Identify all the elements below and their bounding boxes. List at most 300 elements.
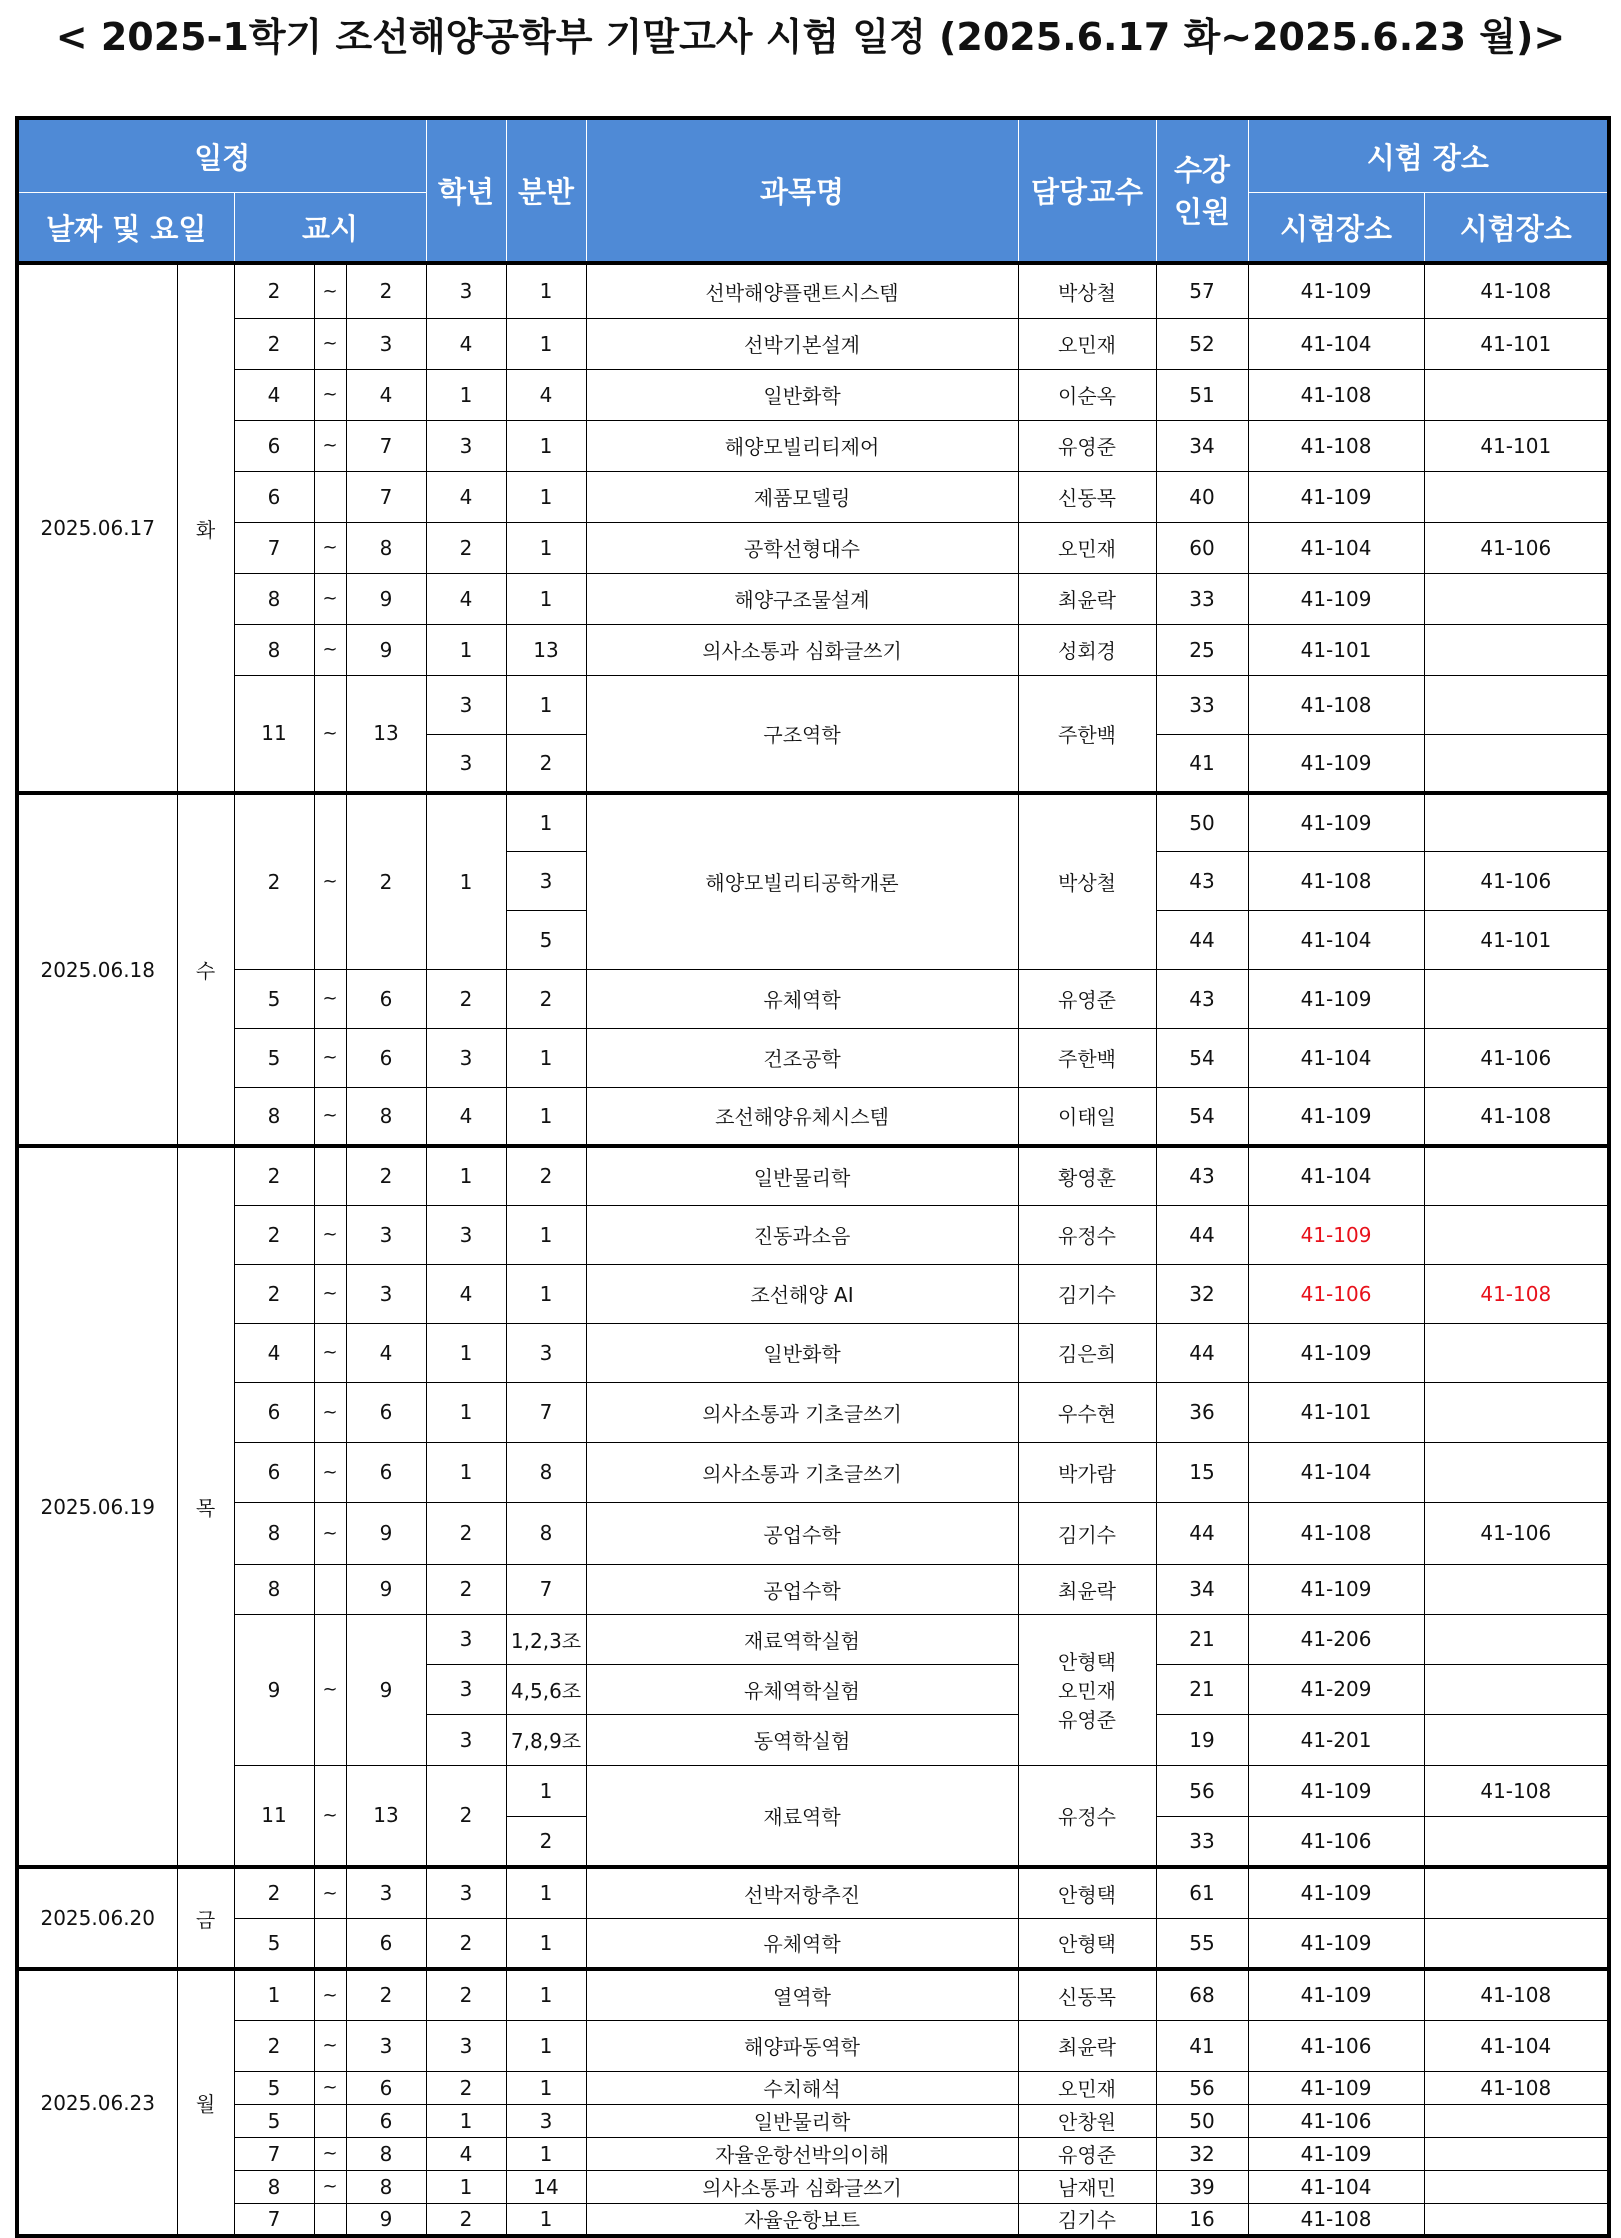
period-from: 7 <box>234 2137 314 2170</box>
grade-cell: 2 <box>426 1502 506 1564</box>
grade-cell: 1 <box>426 2170 506 2203</box>
section-cell: 1 <box>506 1205 586 1264</box>
section-cell: 1 <box>506 793 586 851</box>
grade-cell: 3 <box>426 1028 506 1087</box>
professor-cell: 황영훈 <box>1018 1146 1156 1205</box>
grade-cell: 2 <box>426 522 506 573</box>
header-professor: 담당교수 <box>1018 118 1156 263</box>
period-tilde <box>314 1564 346 1614</box>
section-cell: 7,8,9조 <box>506 1714 586 1765</box>
section-cell: 1 <box>506 1969 586 2020</box>
table-row <box>17 1867 1609 1918</box>
room1-cell: 41-109 <box>1248 1564 1424 1614</box>
room1-cell: 41-101 <box>1248 1382 1424 1442</box>
period-from: 8 <box>234 2170 314 2203</box>
grade-cell: 2 <box>426 1765 506 1867</box>
room2-cell: 41-108 <box>1424 1087 1609 1146</box>
period-to: 13 <box>346 1765 426 1867</box>
table-header <box>17 118 1609 263</box>
section-cell: 7 <box>506 1564 586 1614</box>
grade-cell: 4 <box>426 471 506 522</box>
section-cell: 1 <box>506 420 586 471</box>
room1-cell: 41-209 <box>1248 1664 1424 1714</box>
room2-cell: 41-108 <box>1424 1264 1609 1323</box>
room1-cell: 41-106 <box>1248 1264 1424 1323</box>
period-from: 2 <box>234 2020 314 2071</box>
course-cell: 유체역학 <box>586 969 1018 1028</box>
enrollment-cell: 57 <box>1156 263 1248 318</box>
enrollment-cell: 41 <box>1156 2020 1248 2071</box>
room1-cell: 41-108 <box>1248 369 1424 420</box>
enrollment-cell: 54 <box>1156 1087 1248 1146</box>
enrollment-cell: 44 <box>1156 1323 1248 1382</box>
table-row <box>17 624 1609 675</box>
enrollment-cell: 32 <box>1156 2137 1248 2170</box>
room1-cell: 41-108 <box>1248 851 1424 910</box>
date-cell: 2025.06.17 <box>17 263 177 793</box>
date-cell: 2025.06.19 <box>17 1146 177 1867</box>
period-tilde: ~ <box>314 2071 346 2104</box>
course-cell: 일반물리학 <box>586 1146 1018 1205</box>
course-cell: 조선해양유체시스템 <box>586 1087 1018 1146</box>
table-row <box>17 263 1609 318</box>
room2-cell <box>1424 2104 1609 2137</box>
period-tilde <box>314 1918 346 1969</box>
enrollment-cell: 60 <box>1156 522 1248 573</box>
period-from: 4 <box>234 1323 314 1382</box>
grade-cell: 2 <box>426 969 506 1028</box>
period-from: 11 <box>234 1765 314 1867</box>
course-cell: 일반물리학 <box>586 2104 1018 2137</box>
header-period: 교시 <box>234 193 426 264</box>
period-from: 1 <box>234 1969 314 2020</box>
enrollment-cell: 21 <box>1156 1664 1248 1714</box>
day-group-0618 <box>17 793 1609 1146</box>
section-cell: 4 <box>506 369 586 420</box>
grade-cell: 2 <box>426 2203 506 2236</box>
period-from: 7 <box>234 522 314 573</box>
professor-cell: 성회경 <box>1018 624 1156 675</box>
section-cell: 1 <box>506 675 586 734</box>
section-cell: 1 <box>506 2071 586 2104</box>
room2-cell <box>1424 573 1609 624</box>
grade-cell: 2 <box>426 1918 506 1969</box>
header-course: 과목명 <box>586 118 1018 263</box>
header-enrollment <box>1156 118 1248 263</box>
grade-cell: 1 <box>426 369 506 420</box>
room1-cell: 41-104 <box>1248 1146 1424 1205</box>
enrollment-cell: 56 <box>1156 2071 1248 2104</box>
period-tilde: ~ <box>314 369 346 420</box>
period-to: 6 <box>346 2104 426 2137</box>
grade-cell: 2 <box>426 2071 506 2104</box>
table-row <box>17 2137 1609 2170</box>
professor-line3: 유영준 <box>1058 1708 1116 1732</box>
professor-cell <box>1018 1614 1156 1765</box>
grade-cell: 1 <box>426 2104 506 2137</box>
period-to: 8 <box>346 1087 426 1146</box>
section-cell: 1 <box>506 263 586 318</box>
period-tilde <box>314 471 346 522</box>
section-cell: 7 <box>506 1382 586 1442</box>
table-row <box>17 420 1609 471</box>
room2-cell: 41-104 <box>1424 2020 1609 2071</box>
table-row <box>17 1382 1609 1442</box>
enrollment-cell: 44 <box>1156 1205 1248 1264</box>
period-from: 2 <box>234 1205 314 1264</box>
room1-cell: 41-109 <box>1248 734 1424 793</box>
period-from: 7 <box>234 2203 314 2236</box>
grade-cell: 1 <box>426 1146 506 1205</box>
room1-cell: 41-109 <box>1248 1323 1424 1382</box>
section-cell: 1 <box>506 2203 586 2236</box>
header-enroll-line1: 수강 <box>1174 152 1231 187</box>
professor-cell: 유영준 <box>1018 2137 1156 2170</box>
period-to: 9 <box>346 1614 426 1765</box>
period-tilde: ~ <box>314 1205 346 1264</box>
professor-cell: 오민재 <box>1018 522 1156 573</box>
period-from: 2 <box>234 263 314 318</box>
header-room2: 시험장소 <box>1424 193 1609 264</box>
period-tilde: ~ <box>314 2137 346 2170</box>
period-tilde: ~ <box>314 1765 346 1867</box>
section-cell: 3 <box>506 2104 586 2137</box>
course-cell: 동역학실험 <box>586 1714 1018 1765</box>
period-from: 2 <box>234 1867 314 1918</box>
period-tilde: ~ <box>314 1502 346 1564</box>
professor-cell: 유영준 <box>1018 420 1156 471</box>
enrollment-cell: 34 <box>1156 420 1248 471</box>
weekday-cell: 월 <box>177 1969 234 2236</box>
grade-cell: 3 <box>426 675 506 734</box>
enrollment-cell: 68 <box>1156 1969 1248 2020</box>
room1-cell: 41-109 <box>1248 1765 1424 1816</box>
grade-cell: 1 <box>426 793 506 969</box>
course-cell: 선박저항추진 <box>586 1867 1018 1918</box>
table-row <box>17 2071 1609 2104</box>
enrollment-cell: 36 <box>1156 1382 1248 1442</box>
section-cell: 8 <box>506 1442 586 1502</box>
section-cell: 1 <box>506 2137 586 2170</box>
grade-cell: 1 <box>426 1442 506 1502</box>
period-to: 6 <box>346 1442 426 1502</box>
grade-cell: 3 <box>426 1867 506 1918</box>
room2-cell <box>1424 734 1609 793</box>
table-row <box>17 1502 1609 1564</box>
section-cell: 4,5,6조 <box>506 1664 586 1714</box>
room2-cell <box>1424 2170 1609 2203</box>
period-to: 7 <box>346 471 426 522</box>
period-to: 6 <box>346 2071 426 2104</box>
room2-cell <box>1424 1382 1609 1442</box>
professor-cell: 주한백 <box>1018 1028 1156 1087</box>
period-to: 4 <box>346 1323 426 1382</box>
period-from: 2 <box>234 318 314 369</box>
course-cell: 제품모델링 <box>586 471 1018 522</box>
course-cell: 재료역학 <box>586 1765 1018 1867</box>
room2-cell <box>1424 1614 1609 1664</box>
table-row <box>17 1028 1609 1087</box>
professor-cell: 최윤락 <box>1018 573 1156 624</box>
room2-cell: 41-106 <box>1424 522 1609 573</box>
room2-cell <box>1424 1918 1609 1969</box>
professor-line2: 오민재 <box>1058 1679 1116 1703</box>
header-grade: 학년 <box>426 118 506 263</box>
room2-cell <box>1424 1816 1609 1867</box>
course-cell: 공업수학 <box>586 1564 1018 1614</box>
room2-cell: 41-106 <box>1424 1028 1609 1087</box>
period-to: 3 <box>346 1264 426 1323</box>
course-cell: 유체역학 <box>586 1918 1018 1969</box>
professor-cell: 유영준 <box>1018 969 1156 1028</box>
professor-cell: 최윤락 <box>1018 1564 1156 1614</box>
room1-cell: 41-109 <box>1248 969 1424 1028</box>
enrollment-cell: 33 <box>1156 1816 1248 1867</box>
period-tilde: ~ <box>314 2170 346 2203</box>
enrollment-cell: 40 <box>1156 471 1248 522</box>
day-group-0619 <box>17 1146 1609 1867</box>
room1-cell: 41-108 <box>1248 1502 1424 1564</box>
weekday-cell: 화 <box>177 263 234 793</box>
grade-cell: 3 <box>426 1205 506 1264</box>
period-from: 8 <box>234 1564 314 1614</box>
table-row <box>17 1969 1609 2020</box>
course-cell: 자율운항선박의이해 <box>586 2137 1018 2170</box>
professor-cell: 박가람 <box>1018 1442 1156 1502</box>
period-from: 2 <box>234 1264 314 1323</box>
course-cell: 수치해석 <box>586 2071 1018 2104</box>
room1-cell: 41-109 <box>1248 1087 1424 1146</box>
room1-cell: 41-206 <box>1248 1614 1424 1664</box>
room2-cell <box>1424 1564 1609 1614</box>
course-cell: 해양구조물설계 <box>586 573 1018 624</box>
period-to: 3 <box>346 1205 426 1264</box>
enrollment-cell: 34 <box>1156 1564 1248 1614</box>
room2-cell <box>1424 471 1609 522</box>
period-tilde <box>314 2104 346 2137</box>
professor-cell: 이태일 <box>1018 1087 1156 1146</box>
table-row <box>17 1264 1609 1323</box>
period-tilde: ~ <box>314 675 346 793</box>
header-section: 분반 <box>506 118 586 263</box>
room2-cell: 41-106 <box>1424 1502 1609 1564</box>
room2-cell <box>1424 793 1609 851</box>
room1-cell: 41-106 <box>1248 2104 1424 2137</box>
period-to: 6 <box>346 1382 426 1442</box>
room2-cell <box>1424 369 1609 420</box>
professor-cell: 최윤락 <box>1018 2020 1156 2071</box>
room2-cell <box>1424 1205 1609 1264</box>
room2-cell <box>1424 624 1609 675</box>
period-from: 9 <box>234 1614 314 1765</box>
period-from: 8 <box>234 573 314 624</box>
enrollment-cell: 61 <box>1156 1867 1248 1918</box>
period-from: 5 <box>234 969 314 1028</box>
table-row <box>17 1564 1609 1614</box>
enrollment-cell: 39 <box>1156 2170 1248 2203</box>
period-tilde: ~ <box>314 522 346 573</box>
period-to: 2 <box>346 1146 426 1205</box>
period-from: 6 <box>234 471 314 522</box>
period-from: 11 <box>234 675 314 793</box>
enrollment-cell: 51 <box>1156 369 1248 420</box>
period-tilde: ~ <box>314 1382 346 1442</box>
room2-cell <box>1424 2137 1609 2170</box>
course-cell: 해양모빌리티공학개론 <box>586 793 1018 969</box>
table-row <box>17 1323 1609 1382</box>
period-tilde: ~ <box>314 1969 346 2020</box>
grade-cell: 2 <box>426 1564 506 1614</box>
room1-cell: 41-108 <box>1248 675 1424 734</box>
period-to: 9 <box>346 1502 426 1564</box>
period-to: 9 <box>346 1564 426 1614</box>
table-row <box>17 1146 1609 1205</box>
table-row <box>17 2104 1609 2137</box>
professor-cell: 신동목 <box>1018 471 1156 522</box>
period-from: 6 <box>234 1442 314 1502</box>
room1-cell: 41-109 <box>1248 263 1424 318</box>
section-cell: 3 <box>506 851 586 910</box>
enrollment-cell: 44 <box>1156 910 1248 969</box>
period-tilde <box>314 1146 346 1205</box>
table-row <box>17 1918 1609 1969</box>
table-row <box>17 2203 1609 2236</box>
room1-cell: 41-108 <box>1248 420 1424 471</box>
professor-cell: 김기수 <box>1018 1502 1156 1564</box>
period-from: 4 <box>234 369 314 420</box>
course-cell: 유체역학실험 <box>586 1664 1018 1714</box>
period-tilde: ~ <box>314 969 346 1028</box>
period-from: 2 <box>234 793 314 969</box>
section-cell: 2 <box>506 734 586 793</box>
section-cell: 1 <box>506 1867 586 1918</box>
header-schedule: 일정 <box>17 118 426 193</box>
period-tilde: ~ <box>314 1264 346 1323</box>
table-row <box>17 793 1609 851</box>
period-from: 2 <box>234 1146 314 1205</box>
section-cell: 1 <box>506 1264 586 1323</box>
table-row <box>17 1614 1609 1664</box>
room1-cell: 41-109 <box>1248 2137 1424 2170</box>
grade-cell: 1 <box>426 1323 506 1382</box>
grade-cell: 1 <box>426 624 506 675</box>
period-from: 5 <box>234 1028 314 1087</box>
course-cell: 일반화학 <box>586 369 1018 420</box>
table-row <box>17 2020 1609 2071</box>
period-from: 5 <box>234 2104 314 2137</box>
period-tilde: ~ <box>314 263 346 318</box>
header-room1: 시험장소 <box>1248 193 1424 264</box>
period-to: 6 <box>346 1918 426 1969</box>
grade-cell: 2 <box>426 1969 506 2020</box>
grade-cell: 4 <box>426 318 506 369</box>
period-tilde: ~ <box>314 793 346 969</box>
section-cell: 1 <box>506 573 586 624</box>
room1-cell: 41-201 <box>1248 1714 1424 1765</box>
exam-schedule-table <box>15 116 1611 2238</box>
room2-cell: 41-108 <box>1424 2071 1609 2104</box>
section-cell: 1 <box>506 1087 586 1146</box>
period-to: 2 <box>346 263 426 318</box>
room2-cell <box>1424 1146 1609 1205</box>
enrollment-cell: 41 <box>1156 734 1248 793</box>
enrollment-cell: 54 <box>1156 1028 1248 1087</box>
period-from: 8 <box>234 1502 314 1564</box>
period-to: 9 <box>346 2203 426 2236</box>
enrollment-cell: 25 <box>1156 624 1248 675</box>
professor-cell: 주한백 <box>1018 675 1156 793</box>
table-row <box>17 969 1609 1028</box>
grade-cell: 3 <box>426 263 506 318</box>
course-cell: 공학선형대수 <box>586 522 1018 573</box>
room1-cell: 41-104 <box>1248 1028 1424 1087</box>
course-cell: 조선해양 AI <box>586 1264 1018 1323</box>
room2-cell: 41-108 <box>1424 1765 1609 1816</box>
section-cell: 14 <box>506 2170 586 2203</box>
room2-cell <box>1424 969 1609 1028</box>
header-exam-room: 시험 장소 <box>1248 118 1609 193</box>
room1-cell: 41-104 <box>1248 318 1424 369</box>
section-cell: 1 <box>506 1765 586 1816</box>
professor-cell: 우수현 <box>1018 1382 1156 1442</box>
period-from: 8 <box>234 1087 314 1146</box>
period-to: 6 <box>346 1028 426 1087</box>
section-cell: 13 <box>506 624 586 675</box>
grade-cell: 3 <box>426 1664 506 1714</box>
professor-cell: 박상철 <box>1018 263 1156 318</box>
room2-cell: 41-106 <box>1424 851 1609 910</box>
day-group-0623 <box>17 1969 1609 2236</box>
period-to: 9 <box>346 624 426 675</box>
course-cell: 열역학 <box>586 1969 1018 2020</box>
table-row <box>17 2170 1609 2203</box>
professor-cell: 김기수 <box>1018 1264 1156 1323</box>
room2-cell <box>1424 1664 1609 1714</box>
grade-cell: 3 <box>426 2020 506 2071</box>
period-tilde: ~ <box>314 1442 346 1502</box>
section-cell: 1 <box>506 1918 586 1969</box>
course-cell: 의사소통과 기초글쓰기 <box>586 1442 1018 1502</box>
section-cell: 1 <box>506 318 586 369</box>
section-cell: 1 <box>506 1028 586 1087</box>
table-row <box>17 1442 1609 1502</box>
period-tilde: ~ <box>314 1867 346 1918</box>
table-row <box>17 1765 1609 1816</box>
section-cell: 1,2,3조 <box>506 1614 586 1664</box>
room1-cell: 41-109 <box>1248 2071 1424 2104</box>
professor-cell: 박상철 <box>1018 793 1156 969</box>
enrollment-cell: 44 <box>1156 1502 1248 1564</box>
room2-cell <box>1424 1867 1609 1918</box>
room2-cell <box>1424 1714 1609 1765</box>
period-to: 8 <box>346 2170 426 2203</box>
room1-cell: 41-109 <box>1248 793 1424 851</box>
weekday-cell: 목 <box>177 1146 234 1867</box>
grade-cell: 4 <box>426 1264 506 1323</box>
room2-cell <box>1424 675 1609 734</box>
table-row <box>17 471 1609 522</box>
room1-cell: 41-104 <box>1248 910 1424 969</box>
course-cell: 의사소통과 심화글쓰기 <box>586 2170 1018 2203</box>
room1-cell: 41-109 <box>1248 1969 1424 2020</box>
course-cell: 공업수학 <box>586 1502 1018 1564</box>
course-cell: 선박해양플랜트시스템 <box>586 263 1018 318</box>
course-cell: 의사소통과 심화글쓰기 <box>586 624 1018 675</box>
period-tilde: ~ <box>314 1087 346 1146</box>
room1-cell: 41-104 <box>1248 522 1424 573</box>
grade-cell: 3 <box>426 1614 506 1664</box>
period-from: 6 <box>234 420 314 471</box>
